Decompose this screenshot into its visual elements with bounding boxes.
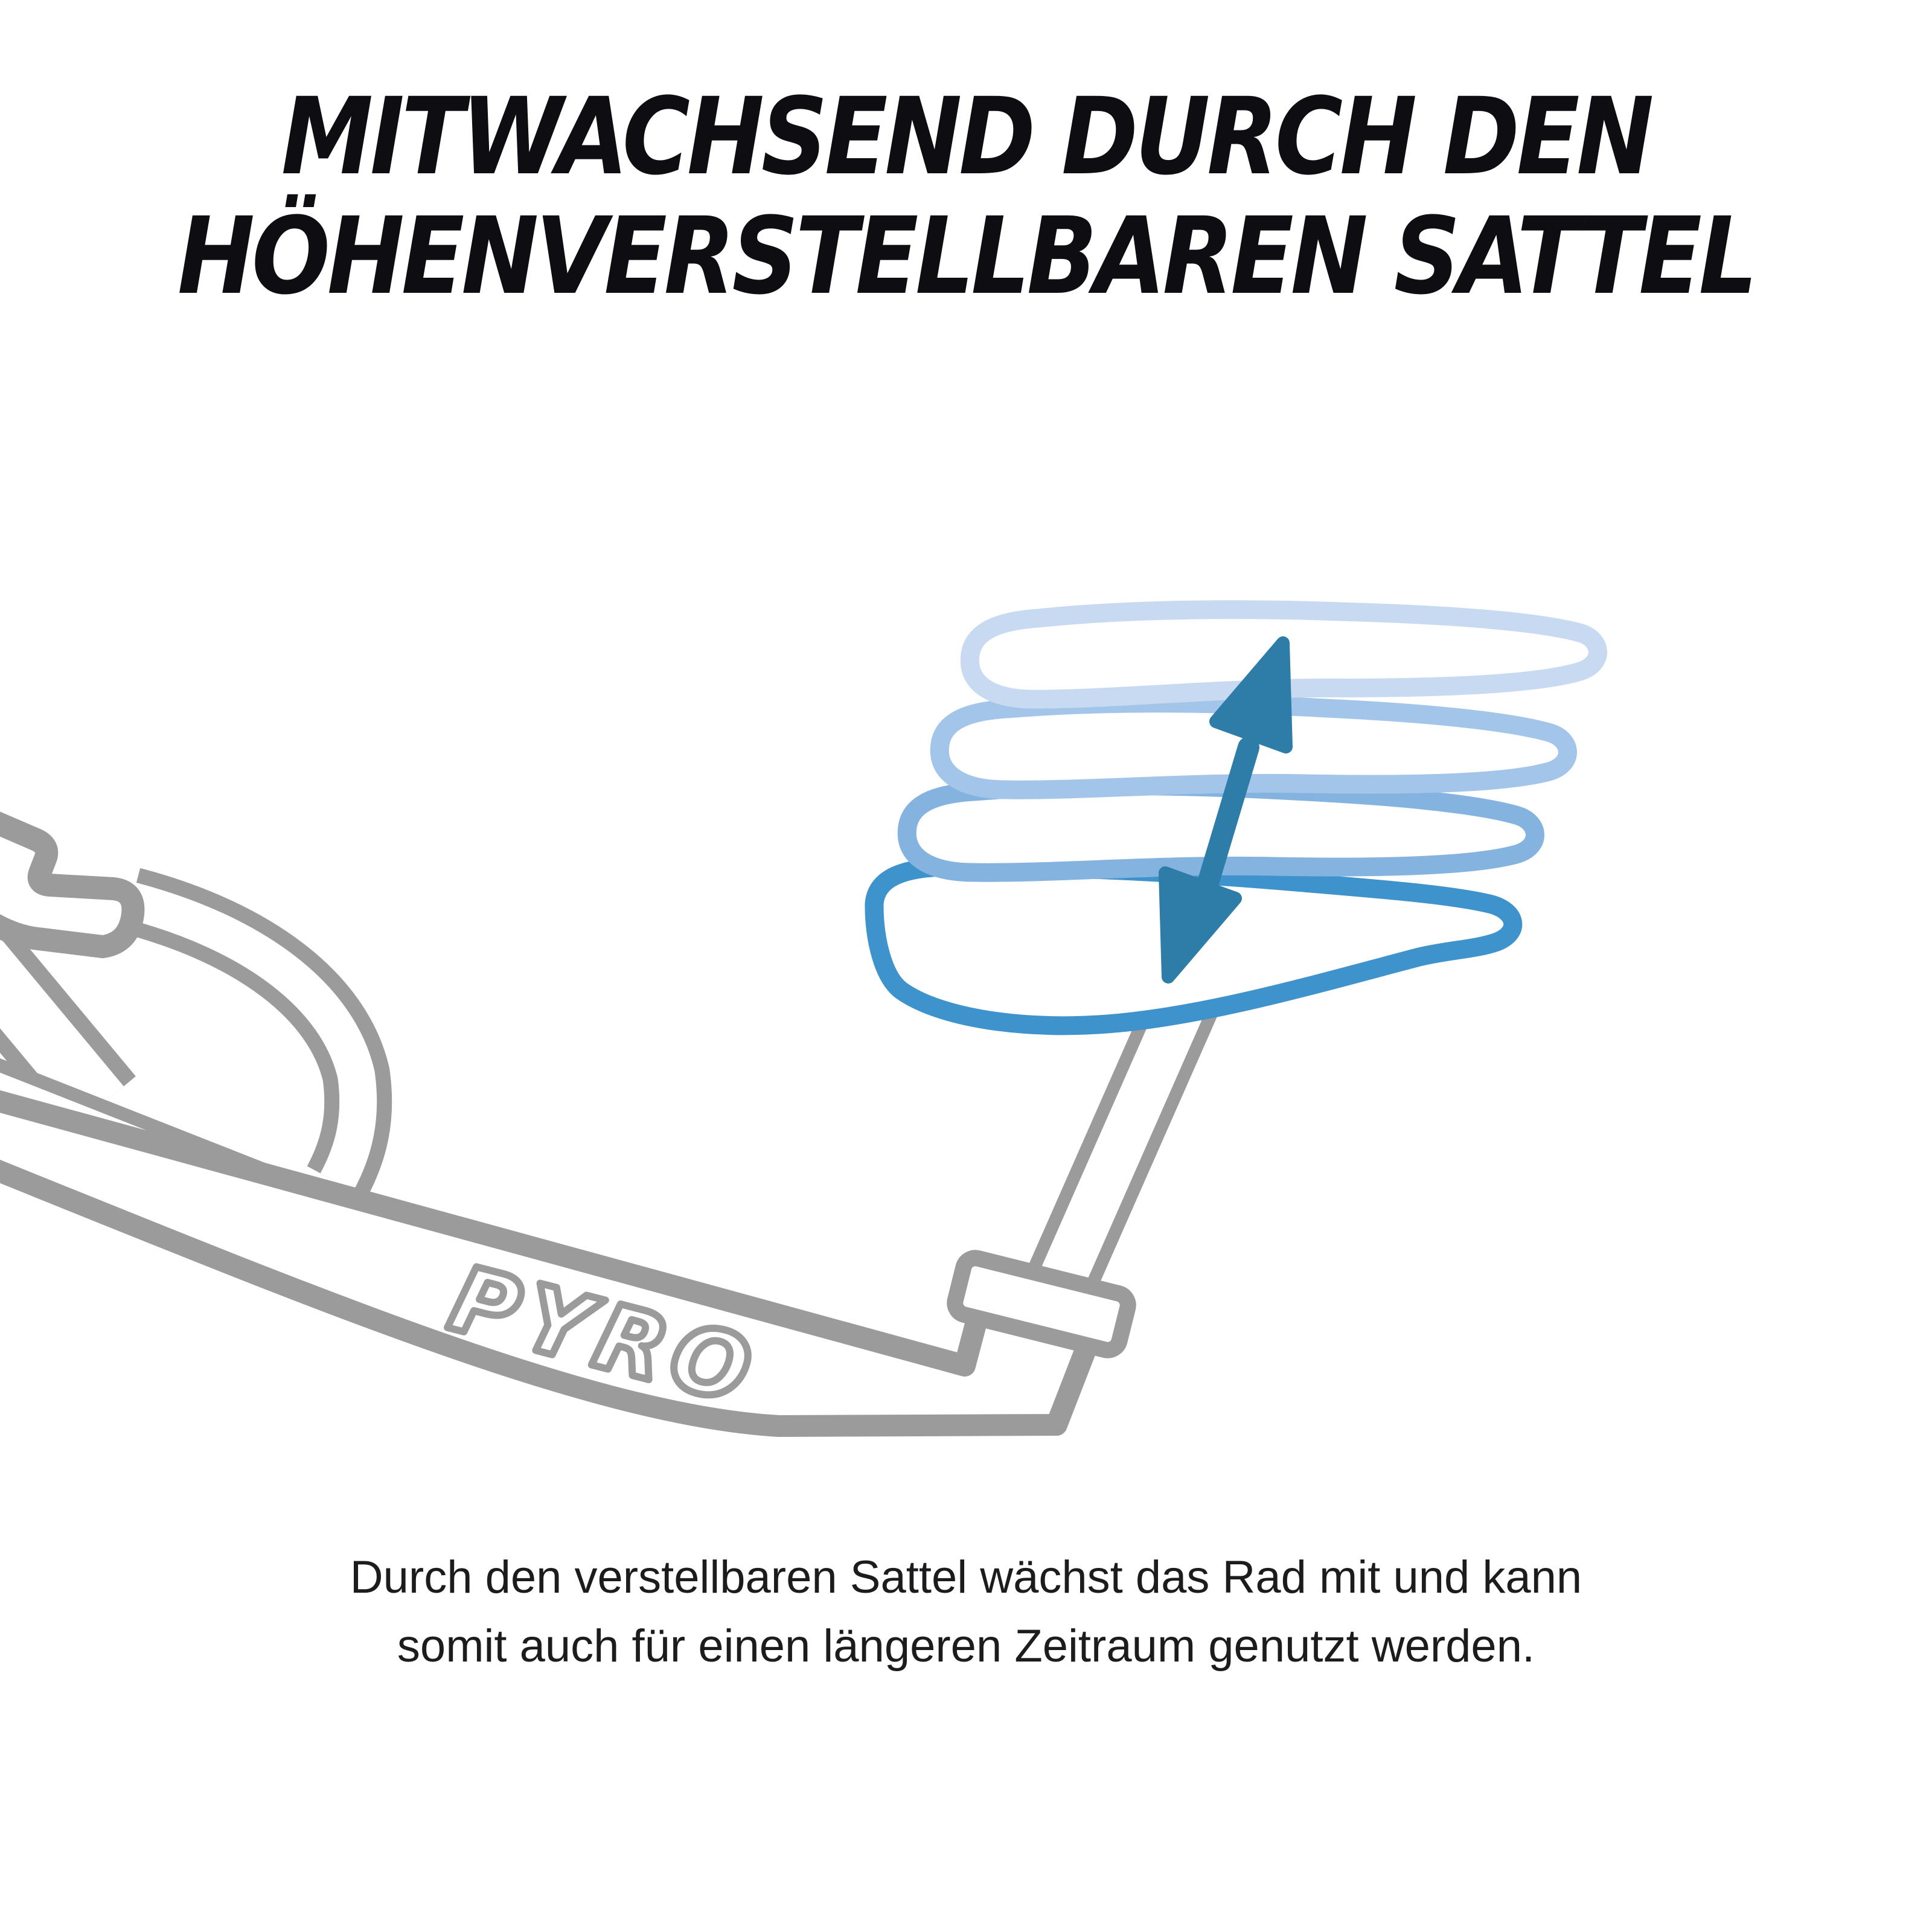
caption-text <box>0 1543 1932 1681</box>
title-line-2: HÖHENVERSTELLBAREN SATTEL <box>177 194 1755 318</box>
pyro-logo: PYRO <box>440 1246 769 1427</box>
caption-line-2: somit auch für einen längeren Zeitraum genutzt werden. <box>397 1620 1535 1672</box>
rear-bracket <box>0 816 133 947</box>
caption-line-1: Durch den verstellbaren Sattel wächst das Rad mit und kann <box>350 1552 1582 1603</box>
title-line-1: MITWACHSEND DURCH DEN <box>281 75 1651 199</box>
